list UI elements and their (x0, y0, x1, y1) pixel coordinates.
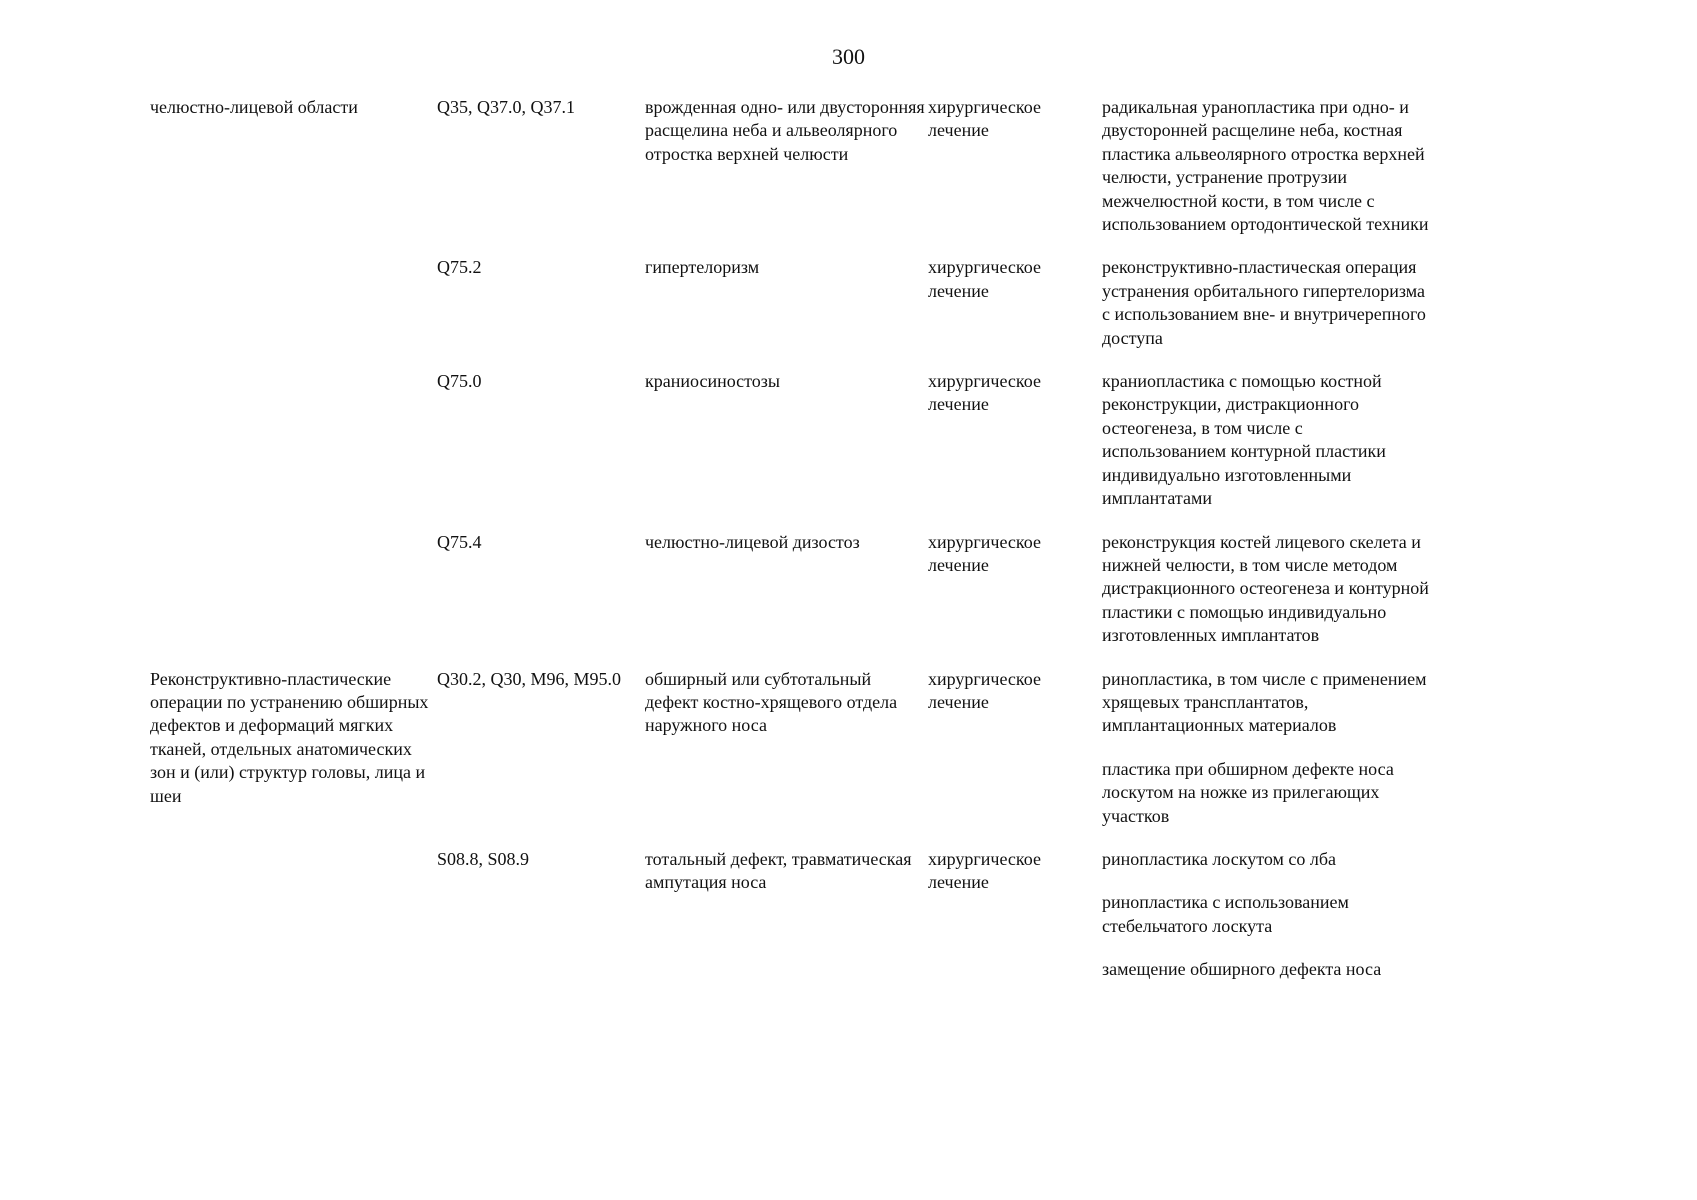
table-row (150, 370, 1430, 530)
treatment-cell (928, 848, 1102, 895)
codes-cell (437, 848, 645, 871)
treatment-cell (928, 96, 1102, 143)
codes-cell (437, 370, 645, 393)
icd-codes: Q75.2 (437, 257, 482, 278)
treatment-type: хирургическое лечение (928, 97, 1041, 141)
group-cell (150, 668, 437, 808)
diagnosis-text: гипертелоризм (645, 257, 760, 278)
treatment-cell (928, 370, 1102, 417)
method-text: реконструктивно-пластическая операция устранения орбитального гипертелоризма с использованием вне- и внутричерепного доступа (1102, 257, 1426, 348)
methods-cell (1102, 96, 1430, 236)
diagnosis-cell (645, 531, 928, 554)
method-text: краниопластика с помощью костной реконструкции, дистракционного остеогенеза, в том числе с использованием контурной пластики индивидуально изготовленными имплантатами (1102, 371, 1386, 509)
diagnosis-cell (645, 370, 928, 393)
group-cell (150, 96, 437, 119)
treatment-type: хирургическое лечение (928, 848, 1041, 893)
codes-cell (437, 668, 645, 691)
codes-cell (437, 96, 645, 119)
icd-codes: Q35, Q37.0, Q37.1 (437, 97, 575, 117)
treatment-type: хирургическое лечение (928, 257, 1041, 301)
icd-codes: Q75.0 (437, 371, 482, 392)
method-text: замещение обширного дефекта носа (1102, 959, 1382, 980)
method-text: ринопластика с использованием стебельчатого лоскута (1102, 892, 1349, 936)
group-text: челюстно-лицевой области (150, 97, 358, 117)
table-row (150, 848, 1430, 1002)
methods-cell (1102, 256, 1430, 350)
diagnosis-cell (645, 668, 928, 738)
page-number: 300 (832, 44, 865, 69)
method-text: реконструкция костей лицевого скелета и нижней челюсти, в том числе методом дистракционного остеогенеза и контурной пластики с помощью индивидуально изготовленных имплантатов (1102, 531, 1429, 646)
treatment-type: хирургическое лечение (928, 531, 1041, 575)
procedures-table (150, 96, 1430, 1002)
method-text: радикальная уранопластика при одно- и двусторонней расщелине неба, костная пластика альвеолярного отростка верхней челюсти, устранение протрузии межчелюстной кости, в том числе с использованием ортодонтической техники (1102, 97, 1429, 235)
methods-cell (1102, 848, 1430, 982)
treatment-type: хирургическое лечение (928, 668, 1041, 712)
diagnosis-text: тотальный дефект, травматическая ампутация носа (645, 848, 912, 893)
table-row (150, 668, 1430, 848)
methods-cell (1102, 668, 1430, 828)
table-row (150, 531, 1430, 668)
table-row (150, 256, 1430, 370)
group-text: Реконструктивно-пластические операции по устранению обширных дефектов и деформаций мягких тканей, отдельных анатомических зон и (или) структур головы, лица и шеи (150, 668, 429, 806)
treatment-cell (928, 668, 1102, 715)
methods-cell (1102, 370, 1430, 510)
diagnosis-text: челюстно-лицевой дизостоз (645, 531, 860, 552)
codes-cell (437, 256, 645, 279)
diagnosis-text: краниосиностозы (645, 371, 780, 392)
methods-cell (1102, 531, 1430, 648)
treatment-cell (928, 531, 1102, 578)
treatment-type: хирургическое лечение (928, 371, 1041, 415)
codes-cell (437, 531, 645, 554)
diagnosis-text: врожденная одно- или двусторонняя расщелина неба и альвеолярного отростка верхней челюсти (645, 97, 925, 164)
icd-codes: Q75.4 (437, 531, 482, 552)
treatment-cell (928, 256, 1102, 303)
table-row (150, 96, 1430, 256)
icd-codes: Q30.2, Q30, M96, M95.0 (437, 668, 622, 689)
method-text: пластика при обширном дефекте носа лоскутом на ножке из прилегающих участков (1102, 758, 1394, 826)
diagnosis-text: обширный или субтотальный дефект костно-хрящевого отдела наружного носа (645, 668, 898, 736)
diagnosis-cell (645, 848, 928, 895)
diagnosis-cell (645, 96, 928, 166)
method-text: ринопластика, в том числе с применением хрящевых трансплантатов, имплантационных материалов (1102, 668, 1427, 736)
method-text: ринопластика лоскутом со лба (1102, 848, 1337, 869)
diagnosis-cell (645, 256, 928, 279)
icd-codes: S08.8, S08.9 (437, 848, 530, 869)
